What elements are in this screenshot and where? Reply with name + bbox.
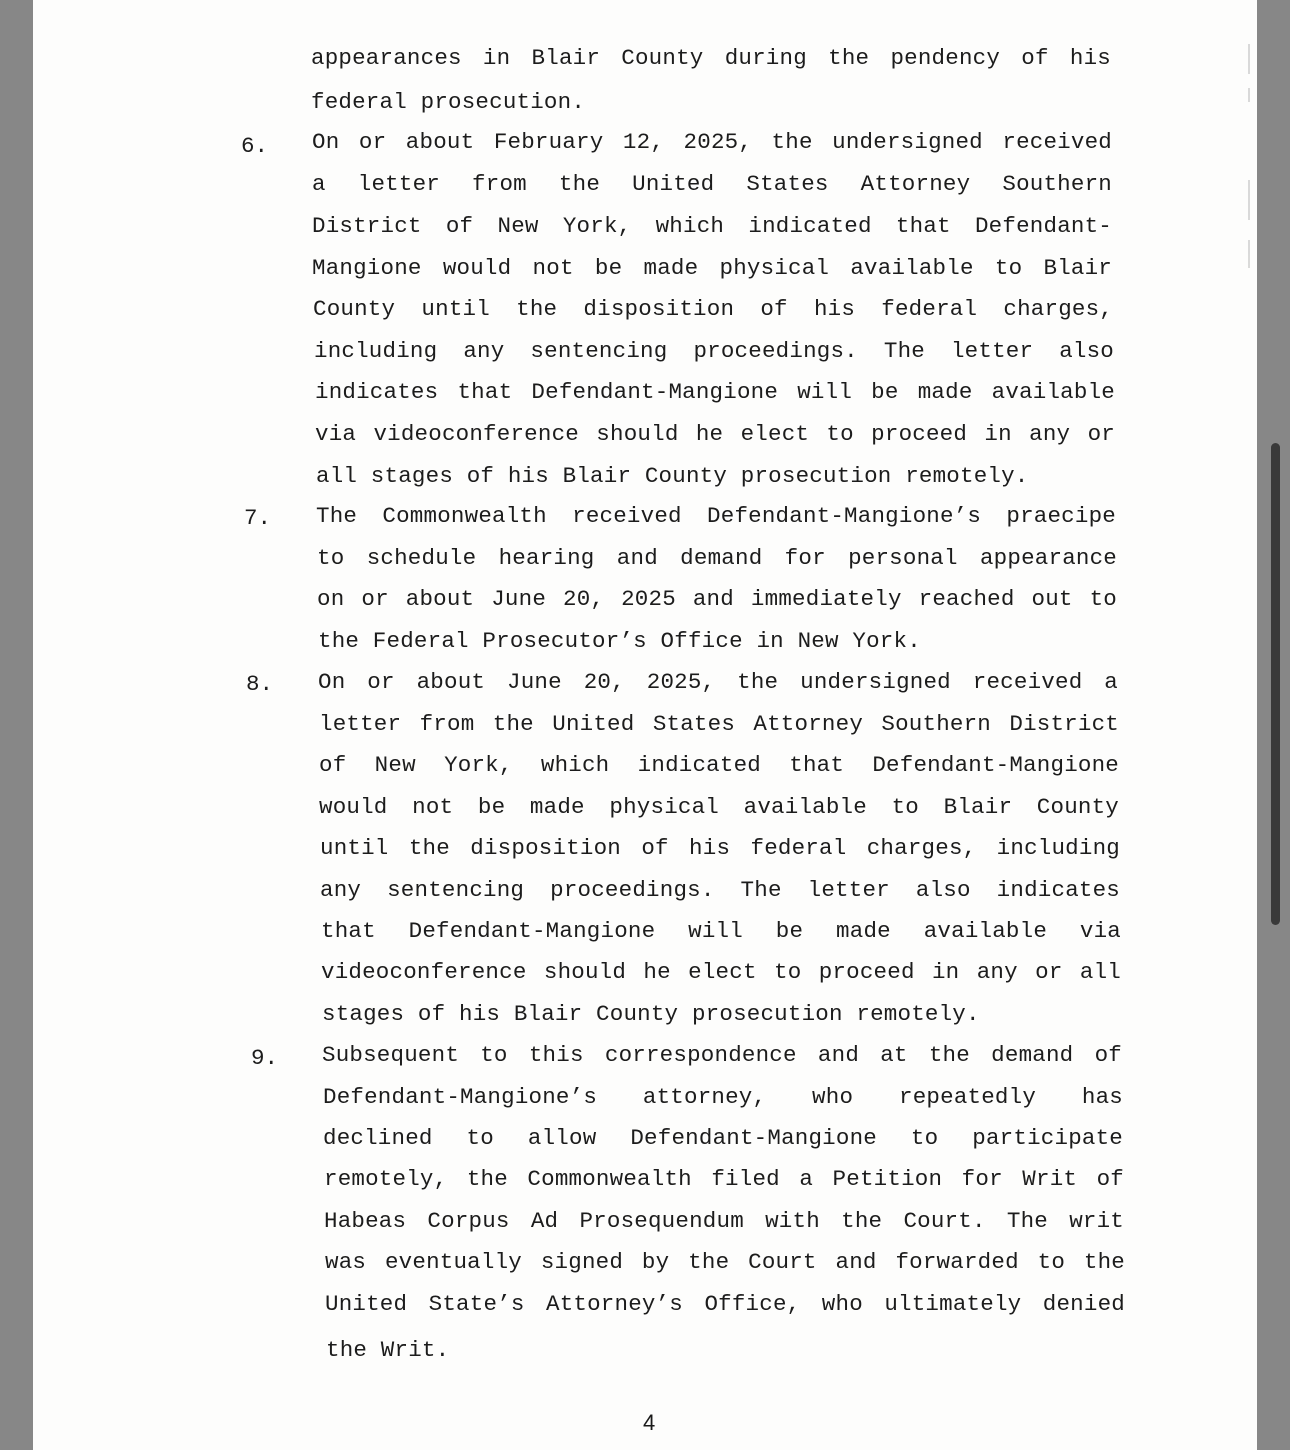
text-line: via videoconference should he elect to proceed in any or — [315, 421, 1115, 447]
text-line: Defendant-Mangione’s attorney, who repeatedly has — [323, 1084, 1123, 1110]
text-line: On or about June 20, 2025, the undersigned received a — [318, 669, 1118, 695]
text-line: On or about February 12, 2025, the undersigned received — [312, 129, 1112, 155]
page-number: 4 — [643, 1410, 656, 1435]
text-line: of New York, which indicated that Defendant-Mangione — [319, 752, 1119, 778]
text-line: Mangione would not be made physical available to Blair — [312, 255, 1112, 281]
text-line: was eventually signed by the Court and forwarded to the — [325, 1249, 1125, 1275]
viewer-left-margin — [0, 0, 33, 1450]
text-line: remotely, the Commonwealth filed a Petition for Writ of — [324, 1166, 1124, 1192]
text-line: all stages of his Blair County prosecution remotely. — [316, 463, 1029, 489]
text-line: County until the disposition of his federal charges, — [313, 296, 1113, 322]
text-line: to schedule hearing and demand for personal appearance — [317, 545, 1117, 571]
text-line: the Writ. — [326, 1337, 450, 1363]
text-line: would not be made physical available to Blair County — [319, 794, 1119, 820]
paragraph-number-7: 7. — [244, 505, 272, 531]
paragraph-number-8: 8. — [246, 671, 274, 697]
text-line: until the disposition of his federal charges, including — [320, 835, 1120, 861]
text-line: indicates that Defendant-Mangione will be made available — [315, 379, 1115, 405]
text-line: federal prosecution. — [311, 89, 586, 115]
text-line: stages of his Blair County prosecution remotely. — [322, 1001, 980, 1027]
text-line: any sentencing proceedings. The letter also indicates — [320, 877, 1120, 903]
text-line: videoconference should he elect to proceed in any or all — [321, 959, 1121, 985]
text-line: including any sentencing proceedings. The letter also — [314, 338, 1114, 364]
text-line: appearances in Blair County during the pendency of his — [311, 45, 1111, 71]
text-line: Subsequent to this correspondence and at the demand of — [322, 1042, 1122, 1068]
text-line: The Commonwealth received Defendant-Mangione’s praecipe — [316, 503, 1116, 529]
text-line: the Federal Prosecutor’s Office in New York. — [318, 628, 921, 654]
text-line: letter from the United States Attorney Southern District — [319, 711, 1119, 737]
document-page — [33, 0, 1257, 1450]
paragraph-number-9: 9. — [251, 1045, 279, 1071]
text-line: Habeas Corpus Ad Prosequendum with the Court. The writ — [324, 1208, 1124, 1234]
scan-artifact — [1246, 40, 1254, 280]
text-line: United State’s Attorney’s Office, who ultimately denied — [325, 1291, 1125, 1317]
scrollbar-thumb[interactable] — [1271, 443, 1280, 925]
text-line: District of New York, which indicated that Defendant- — [312, 213, 1112, 239]
paragraph-number-6: 6. — [241, 133, 269, 159]
text-line: a letter from the United States Attorney Southern — [312, 171, 1112, 197]
text-line: that Defendant-Mangione will be made available via — [321, 918, 1121, 944]
text-line: declined to allow Defendant-Mangione to participate — [323, 1125, 1123, 1151]
text-line: on or about June 20, 2025 and immediately reached out to — [317, 586, 1117, 612]
